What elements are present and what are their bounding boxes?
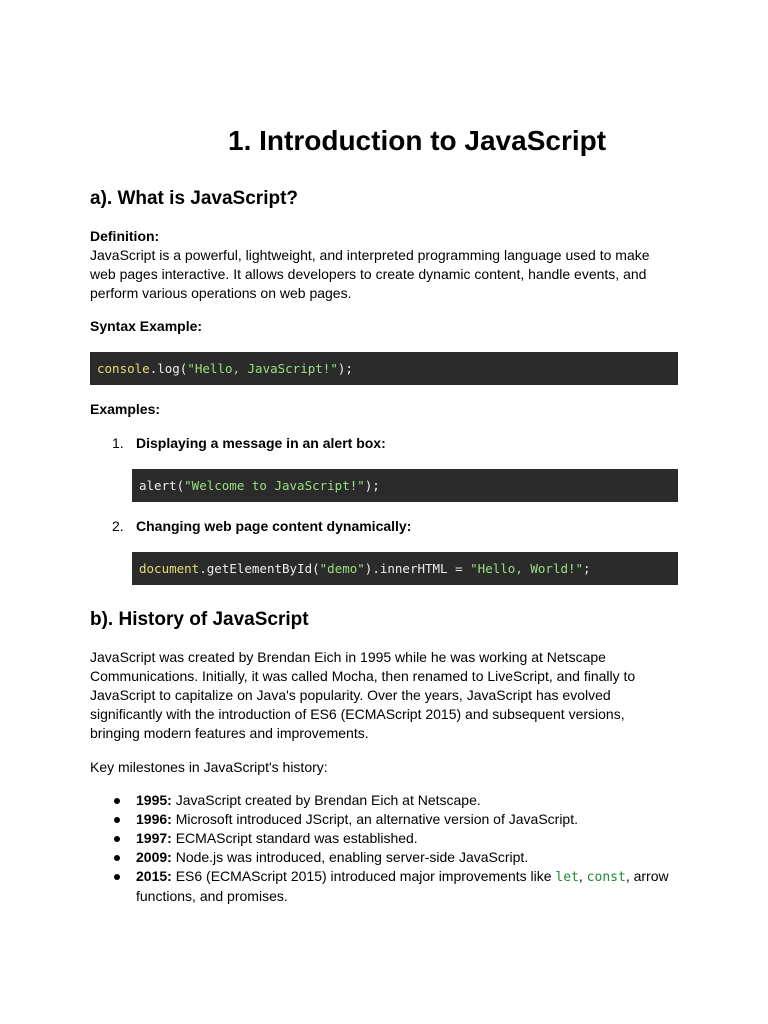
code-method: .getElementById( [199,561,320,576]
code-method: alert( [139,478,185,493]
milestone-separator: , [578,868,587,884]
example-number: 1. [112,435,124,451]
milestone-text: Microsoft introduced JScript, an alternative version of JavaScript. [171,811,578,827]
code-method: .log( [149,361,188,376]
syntax-label: Syntax Example: [90,318,203,334]
examples-label: Examples: [90,401,161,417]
syntax-code-block [90,352,678,385]
milestones-intro: Key milestones in JavaScript's history: [90,759,328,775]
list-item [90,867,678,906]
example-number: 2. [112,518,124,534]
list-item [90,810,678,829]
milestone-year: 2015: [136,868,172,884]
example-title: Changing web page content dynamically: [136,518,412,534]
code-string: "demo" [319,561,365,576]
example-code-block [132,469,678,502]
list-item [90,829,678,848]
code-string: "Welcome to JavaScript!" [184,478,365,493]
section-a-heading: a). What is JavaScript? [90,188,299,209]
code-string: "Hello, World!" [470,561,584,576]
list-item [90,791,678,810]
milestone-text: ECMAScript standard was established. [171,830,418,846]
definition-label: Definition: [90,228,160,244]
code-object: console [97,361,150,376]
code-object: document [139,561,200,576]
milestone-year: 1997: [136,830,172,846]
example-item [112,517,411,536]
code-end: ); [364,478,380,493]
example-title: Displaying a message in an alert box: [136,435,386,451]
list-item [90,848,678,867]
section-b-heading: b). History of JavaScript [90,609,309,630]
milestone-year: 1995: [136,792,172,808]
milestone-text: JavaScript created by Brendan Eich at Netscape. [171,792,481,808]
milestone-text: Node.js was introduced, enabling server-side JavaScript. [171,849,529,865]
code-end: ); [337,361,353,376]
history-paragraph: JavaScript was created by Brendan Eich in 1995 while he was working at Netscape Communications. Initially, it was called Mocha, then renamed to LiveScript, and finally to JavaScript to capitalize on Java's popularity. Over the years, JavaScript has evolved significantly with the introduction of ES6 (ECMAScript 2015) and subsequent versions, bringing modern features and improvements. [90,649,636,741]
milestone-text: ES6 (ECMAScript 2015) introduced major improvements like [171,868,556,884]
milestone-text: , arrow functions, and promises. [136,868,669,904]
example-code-block [132,552,678,585]
code-mid: ).innerHTML = [364,561,471,576]
code-string: "Hello, JavaScript!" [187,361,338,376]
page-title: 1. Introduction to JavaScript [228,125,607,156]
milestones-list [90,791,678,906]
code-end: ; [583,561,591,576]
inline-code-const: const [586,870,626,885]
example-item [112,434,386,453]
inline-code-let: let [555,870,579,885]
milestone-year: 1996: [136,811,172,827]
definition-text: JavaScript is a powerful, lightweight, and interpreted programming language used to make web pages interactive. It allows developers to create dynamic content, handle events, and perform various operations on web pages. [90,247,650,301]
milestone-year: 2009: [136,849,172,865]
